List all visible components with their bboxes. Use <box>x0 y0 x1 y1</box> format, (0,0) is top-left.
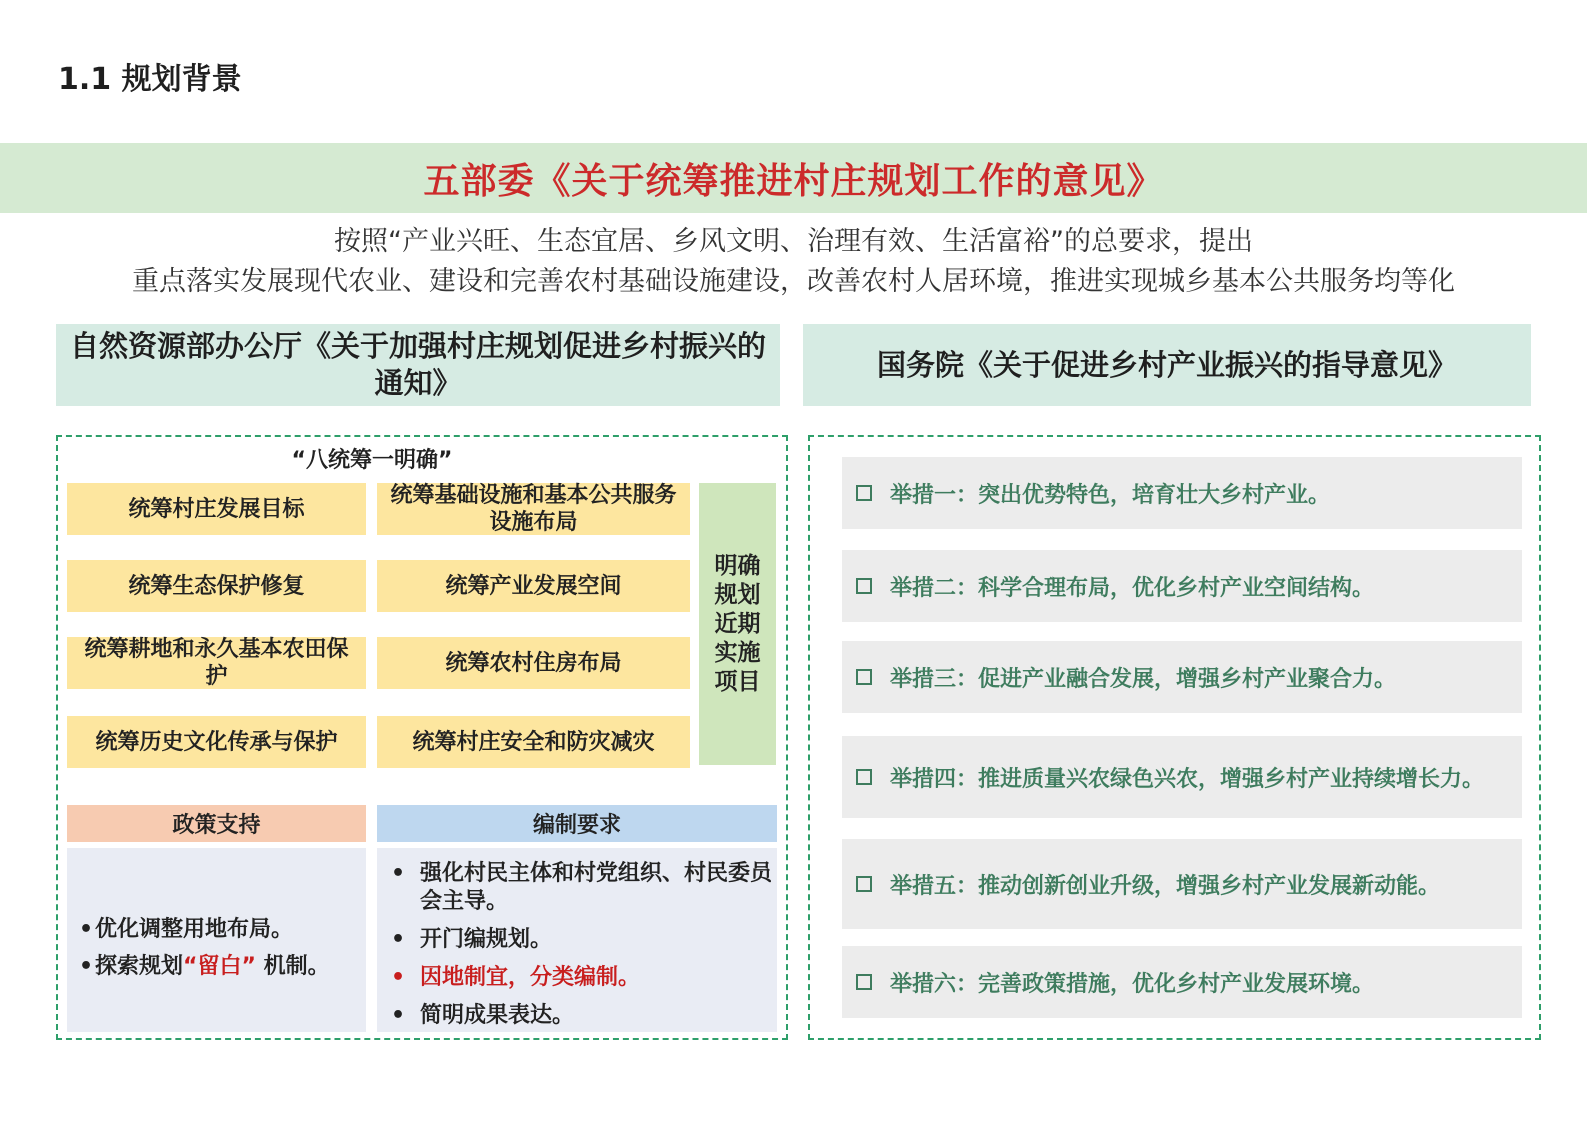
clarify-projects-text: 明确规划近期实施项目 <box>714 552 761 695</box>
coordination-cell: 统筹基础设施和基本公共服务设施布局 <box>377 483 690 535</box>
requirement-item: • 开门编规划。 <box>383 926 777 954</box>
eight-coordination-title: “八统筹一明确” <box>291 448 453 473</box>
coordination-cell: 统筹产业发展空间 <box>377 560 690 612</box>
coordination-cell: 统筹村庄发展目标 <box>67 483 366 535</box>
left-doc-title: 自然资源部办公厅《关于加强村庄规划促进乡村振兴的通知》 <box>56 324 780 406</box>
coordination-cell: 统筹历史文化传承与保护 <box>67 716 366 768</box>
intro-line-1: 按照“产业兴旺、生态宜居、乡风文明、治理有效、生活富裕”的总要求，提出 <box>334 226 1253 257</box>
checkbox-square-icon <box>856 485 872 501</box>
policy-support-body <box>67 848 366 1032</box>
requirement-item-highlight: • 因地制宜，分类编制。 <box>383 964 777 992</box>
coordination-cell: 统筹耕地和永久基本农田保护 <box>67 637 366 689</box>
measure-item <box>842 641 1522 713</box>
checkbox-square-icon <box>856 578 872 594</box>
measure-text: 举措五：推动创新创业升级，增强乡村产业发展新动能。 <box>890 873 1441 899</box>
compilation-requirements-header: 编制要求 <box>377 805 777 842</box>
measure-item <box>842 457 1522 529</box>
measure-text: 举措六：完善政策措施，优化乡村产业发展环境。 <box>890 971 1375 997</box>
measure-text: 举措一：突出优势特色，培育壮大乡村产业。 <box>890 482 1331 508</box>
intro-text <box>0 222 1587 302</box>
policy-item <box>79 948 366 985</box>
coordination-cell: 统筹生态保护修复 <box>67 560 366 612</box>
checkbox-square-icon <box>856 876 872 892</box>
checkbox-square-icon <box>856 769 872 785</box>
policy-item-highlight: “留白” <box>183 954 256 979</box>
measure-item <box>842 839 1522 929</box>
clarify-projects-box <box>699 483 776 765</box>
policy-item: • 优化调整用地布局。 <box>79 911 366 948</box>
policy-support-header: 政策支持 <box>67 805 366 842</box>
coordination-cell: 统筹村庄安全和防灾减灾 <box>377 716 690 768</box>
intro-line-2: 重点落实发展现代农业、建设和完善农村基础设施建设，改善农村人居环境，推进实现城乡基本公共服务均等化 <box>132 266 1455 297</box>
checkbox-square-icon <box>856 974 872 990</box>
requirement-item: • 强化村民主体和村党组织、村民委员会主导。 <box>383 860 777 916</box>
measure-text: 举措三：促进产业融合发展，增强乡村产业聚合力。 <box>890 666 1397 692</box>
policy-item-prefix: 探索规划 <box>95 954 184 979</box>
requirement-item: • 简明成果表达。 <box>383 1002 777 1030</box>
main-banner-text: 五部委《关于统筹推进村庄规划工作的意见》 <box>423 160 1164 202</box>
measure-text: 举措四：推进质量兴农绿色兴农，增强乡村产业持续增长力。 <box>890 766 1485 792</box>
measure-item <box>842 736 1522 818</box>
policy-item-suffix: 机制。 <box>255 954 330 979</box>
main-banner <box>0 143 1587 213</box>
checkbox-square-icon <box>856 669 872 685</box>
measure-item <box>842 946 1522 1018</box>
measure-text: 举措二：科学合理布局，优化乡村产业空间结构。 <box>890 575 1375 601</box>
right-doc-title: 国务院《关于促进乡村产业振兴的指导意见》 <box>803 324 1531 406</box>
coordination-cell: 统筹农村住房布局 <box>377 637 690 689</box>
section-title: 1.1 规划背景 <box>58 62 242 97</box>
compilation-requirements-body <box>377 848 777 1032</box>
measure-item <box>842 550 1522 622</box>
